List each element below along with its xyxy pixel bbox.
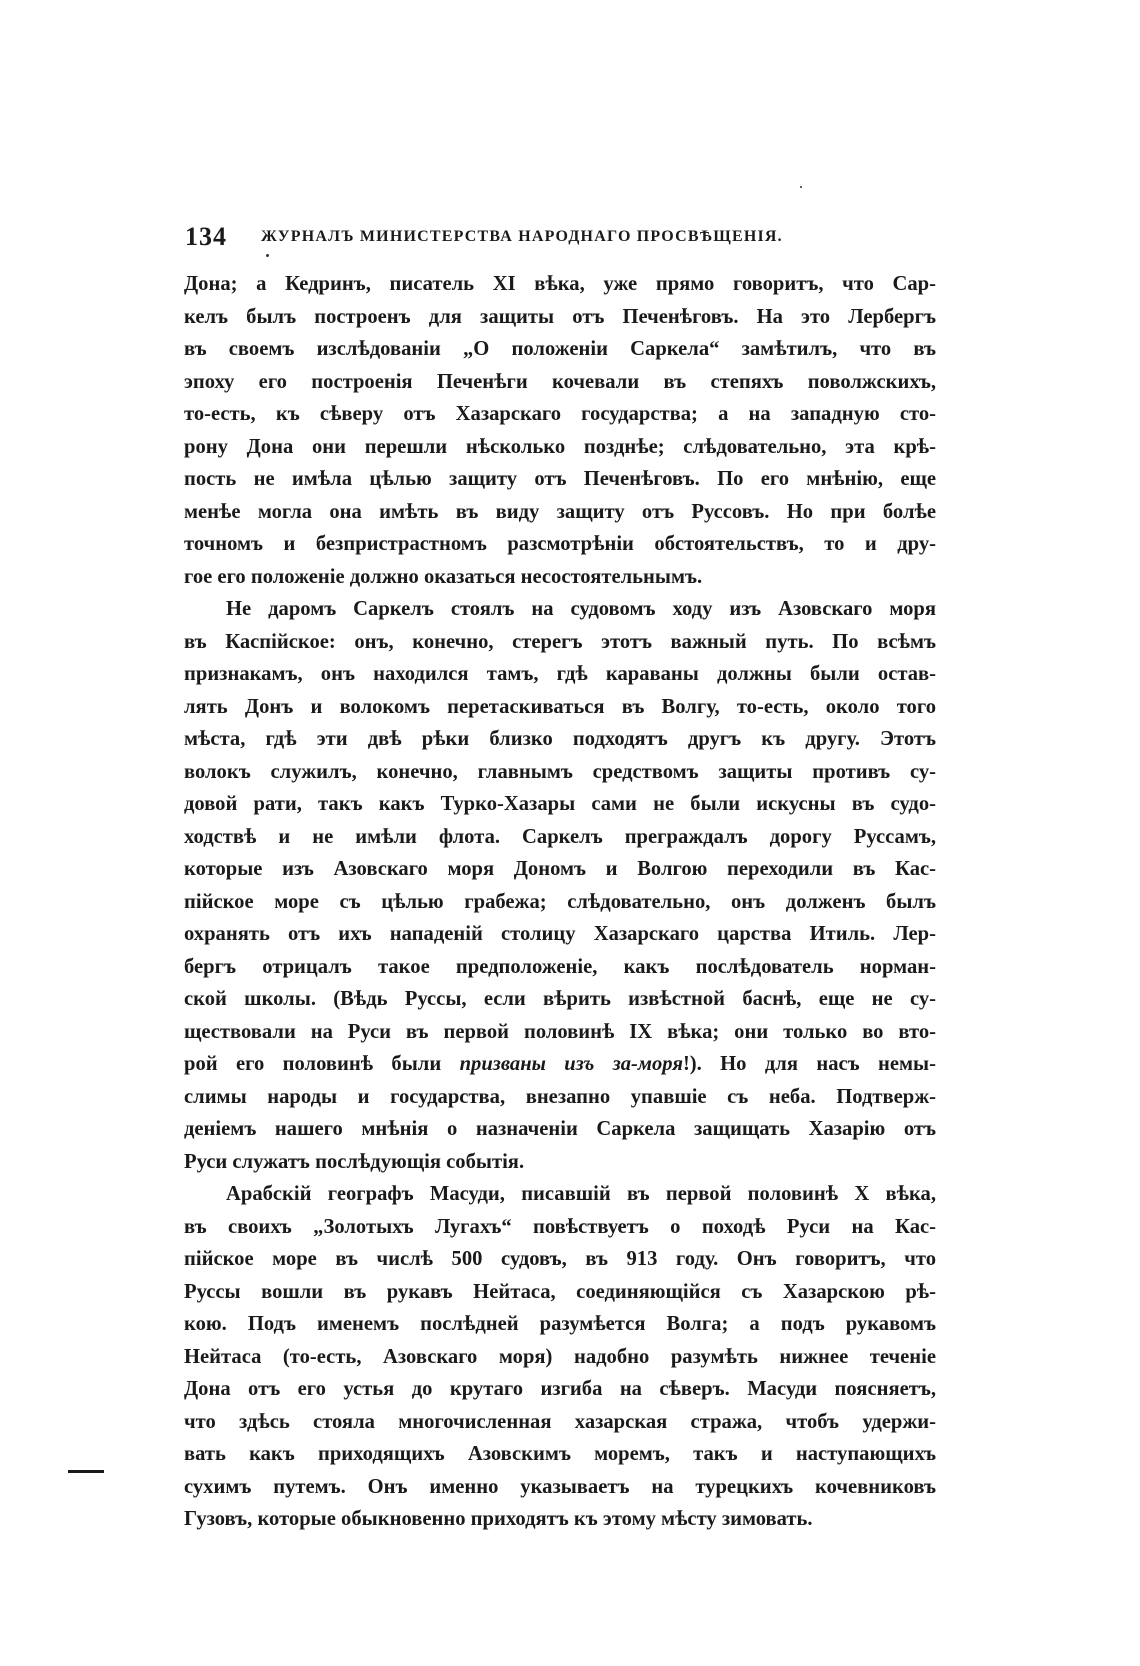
text-line: ществовали на Руси въ первой половинѣ IX вѣка; они только во вто- [184, 1020, 936, 1043]
paragraph-2 [184, 593, 936, 1178]
text-line: которые изъ Азовскаго моря Дономъ и Волгою переходили въ Кас- [184, 858, 936, 880]
footer-rule [68, 1470, 104, 1473]
text-line: Руси служатъ послѣдующія событія. [184, 1150, 525, 1173]
text-line: мѣста, гдѣ эти двѣ рѣки близко подходятъ другъ къ другу. Этотъ [184, 728, 936, 750]
text-line: пійское море съ цѣлью грабежа; слѣдовательно, онъ долженъ былъ [184, 890, 936, 913]
text-line: то-есть, къ сѣверу отъ Хазарскаго государства; а на западную сто- [184, 403, 936, 425]
italic-phrase: призваны изъ за-моря [459, 1053, 683, 1075]
text-line: Дона; а Кедринъ, писатель XI вѣка, уже прямо говоритъ, что Сар- [184, 273, 936, 295]
text-line: Нейтаса (то-есть, Азовскаго моря) надобно разумѣть нижнее теченіе [184, 1345, 936, 1368]
text-line: вать какъ приходящихъ Азовскимъ моремъ, такъ и наступающихъ [184, 1443, 936, 1465]
text-line: пійское море въ числѣ 500 судовъ, въ 913 году. Онъ говоритъ, что [184, 1248, 936, 1270]
text-line: точномъ и безпристрастномъ разсмотрѣніи обстоятельствъ, то и дру- [184, 533, 936, 555]
page-number: 134 [185, 222, 227, 251]
text-line: Руссы вошли въ рукавъ Нейтаса, соединяющійся съ Хазарскою рѣ- [184, 1280, 936, 1303]
text-line: въ своемъ изслѣдованіи „О положеніи Саркела“ замѣтилъ, что въ [184, 338, 936, 360]
running-title: ЖУРНАЛЪ МИНИСТЕРСТВА НАРОДНАГО ПРОСВѢЩЕНІЯ. [261, 228, 783, 245]
text-line: рону Дона они перешли нѣсколько позднѣе; слѣдовательно, эта крѣ- [184, 435, 936, 458]
page-header [185, 222, 925, 256]
text-line: слимы народы и государства, внезапно упавшіе съ неба. Подтверж- [184, 1085, 936, 1108]
text-line: въ Каспійское: онъ, конечно, стерегъ этотъ важный путь. По всѣмъ [184, 630, 936, 653]
text-line: келъ былъ построенъ для защиты отъ Печенѣговъ. На это Лербергъ [184, 305, 936, 328]
text-line: ходствѣ и не имѣли флота. Саркелъ преграждалъ дорогу Руссамъ, [184, 825, 936, 848]
text-line: Гузовъ, которые обыкновенно приходятъ къ этому мѣсту зимовать. [184, 1508, 813, 1530]
text-line: менѣе могла она имѣть въ виду защиту отъ Руссовъ. Но при болѣе [184, 500, 936, 523]
text-line: Арабскій географъ Масуди, писавшій въ первой половинѣ X вѣка, [226, 1183, 936, 1205]
text-line: въ своихъ „Золотыхъ Лугахъ“ повѣствуетъ о походѣ Руси на Кас- [184, 1215, 936, 1238]
text-line: довой рати, такъ какъ Турко-Хазары сами не были искусны въ судо- [184, 793, 936, 815]
text-line: сухимъ путемъ. Онъ именно указываетъ на турецкихъ кочевниковъ [184, 1475, 936, 1498]
text-line: Дона отъ его устья до крутаго изгиба на сѣверъ. Масуди поясняетъ, [184, 1378, 936, 1400]
text-line: гое его положеніе должно оказаться несостоятельнымъ. [184, 565, 703, 588]
paragraph-3 [184, 1178, 936, 1536]
text-line: кою. Подъ именемъ послѣдней разумѣется Волга; а подъ рукавомъ [184, 1313, 936, 1335]
text-run: рой его половинѣ были [184, 1053, 460, 1075]
text-line: охранять отъ ихъ нападеній столицу Хазарскаго царства Итиль. Лер- [184, 923, 936, 945]
print-speck [266, 254, 269, 257]
text-line-with-italic [184, 1048, 936, 1081]
text-line: признакамъ, онъ находился тамъ, гдѣ караваны должны были остав- [184, 663, 936, 685]
text-run: !). Но для насъ немы- [682, 1053, 936, 1075]
text-line: Не даромъ Саркелъ стоялъ на судовомъ ходу изъ Азовскаго моря [226, 598, 936, 620]
print-speck [800, 186, 802, 188]
text-line: эпоху его построенія Печенѣги кочевали въ степяхъ поволжскихъ, [184, 370, 936, 393]
paragraph-1 [184, 268, 936, 593]
text-line: ской школы. (Вѣдь Руссы, если вѣрить извѣстной баснѣ, еще не су- [184, 988, 936, 1010]
text-line: бергъ отрицалъ такое предположеніе, какъ послѣдователь норман- [184, 955, 936, 978]
body-text [184, 268, 936, 1536]
text-line: пость не имѣла цѣлью защиту отъ Печенѣговъ. По его мнѣнію, еще [184, 468, 936, 490]
text-line: что здѣсь стояла многочисленная хазарская стража, чтобъ удержи- [184, 1410, 936, 1433]
text-line: волокъ служилъ, конечно, главнымъ средствомъ защиты противъ су- [184, 760, 936, 783]
text-line: деніемъ нашего мнѣнія о назначеніи Саркела защищать Хазарію отъ [184, 1118, 936, 1140]
text-line: лять Донъ и волокомъ перетаскиваться въ Волгу, то-есть, около того [184, 695, 936, 718]
